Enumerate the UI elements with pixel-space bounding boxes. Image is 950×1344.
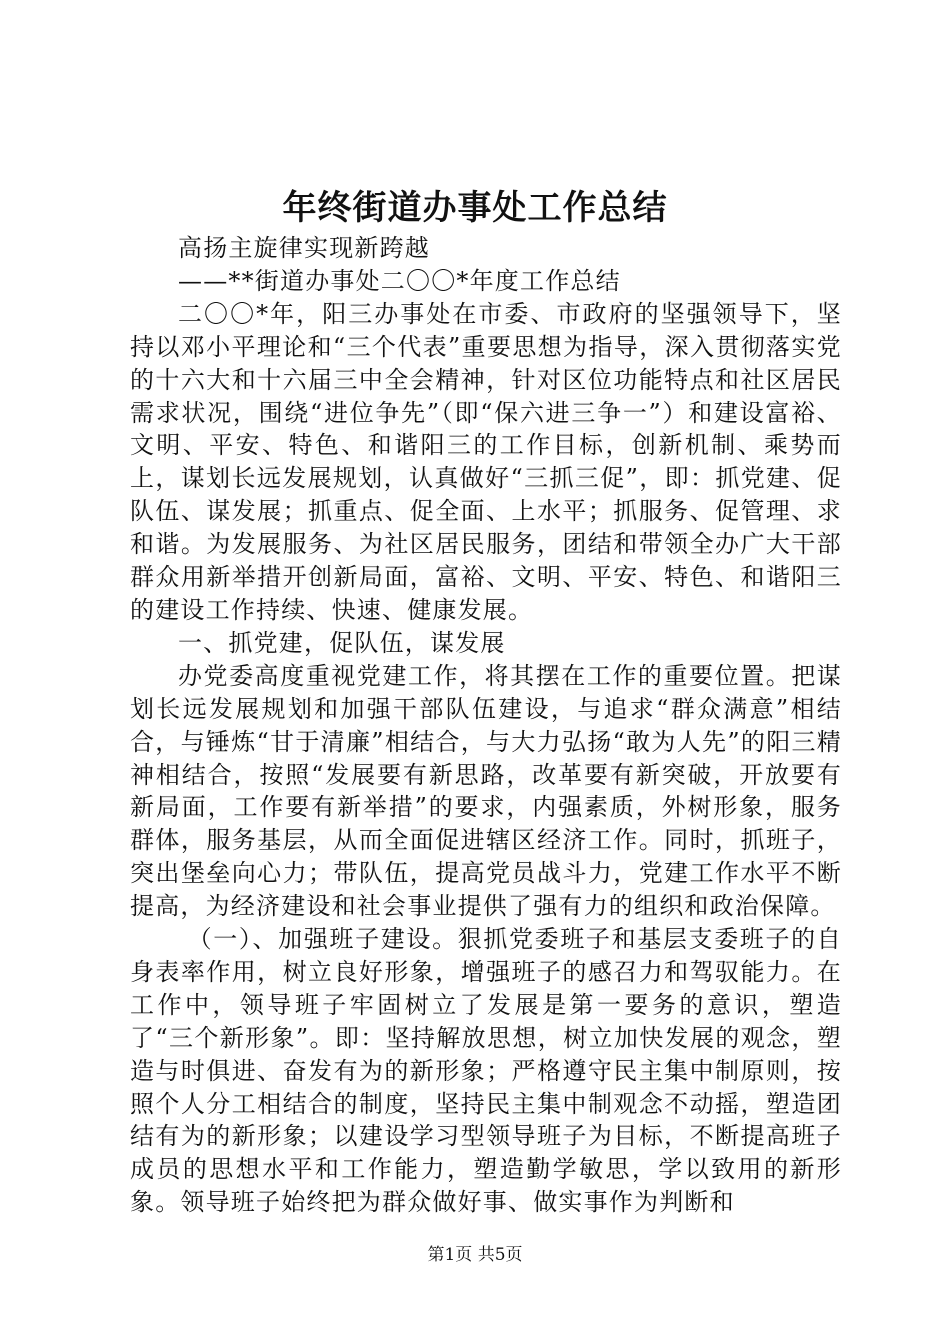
body-paragraph: 办党委高度重视党建工作，将其摆在工作的重要位置。把谋划长远发展规划和加强干部队伍建设，与追求“群众满意”相结合，与锤炼“甘于清廉”相结合，与大力弘扬“敢为人先”的阳三精神相结合，按照“发展要有新思路，改革要有新突破，开放要有新局面，工作要有新举措”的要求，内强素质，外树形象，服务群体，服务基层，从而全面促进辖区经济工作。同时，抓班子，突出堡垒向心力；带队伍，提高党员战斗力，党建工作水平不断提高，为经济建设和社会事业提供了强有力的组织和政治保障。 [130,661,842,921]
subtitle-line: ——**街道办事处二〇〇*年度工作总结 [178,266,621,295]
document-title: 年终街道办事处工作总结 [282,188,668,228]
section-heading: 一、抓党建，促队伍，谋发展 [178,628,506,657]
page-number-footer: 第1页 共5页 [427,1245,523,1265]
subtitle-line: 高扬主旋律实现新跨越 [178,234,430,262]
document-body [130,232,842,1219]
body-paragraph: （一）、加强班子建设。狠抓党委班子和基层支委班子的自身表率作用，树立良好形象，增强班子的感召力和驾驭能力。在工作中，领导班子牢固树立了发展是第一要务的意识，塑造了“三个新形象”。即：坚持解放思想，树立加快发展的观念，塑造与时俱进、奋发有为的新形象；严格遵守民主集中制原则，按照个人分工相结合的制度，坚持民主集中制观念不动摇，塑造团结有为的新形象；以建设学习型领导班子为目标，不断提高班子成员的思想水平和工作能力，塑造勤学敏思，学以致用的新形象。领导班子始终把为群众做好事、做实事作为判断和 [130,925,842,1217]
body-paragraph: 二〇〇*年，阳三办事处在市委、市政府的坚强领导下，坚持以邓小平理论和“三个代表”重要思想为指导，深入贯彻落实党的十六大和十六届三中全会精神，针对区位功能特点和社区居民需求状况，围绕“进位争先”（即“保六进三争一”）和建设富裕、文明、平安、特色、和谐阳三的工作目标，创新机制、乘势而上，谋划长远发展规划，认真做好“三抓三促”，即：抓党建、促队伍、谋发展；抓重点、促全面、上水平；抓服务、促管理、求和谐。为发展服务、为社区居民服务，团结和带领全办广大干部群众用新举措开创新局面，富裕、文明、平安、特色、和谐阳三的建设工作持续、快速、健康发展。 [130,299,842,624]
